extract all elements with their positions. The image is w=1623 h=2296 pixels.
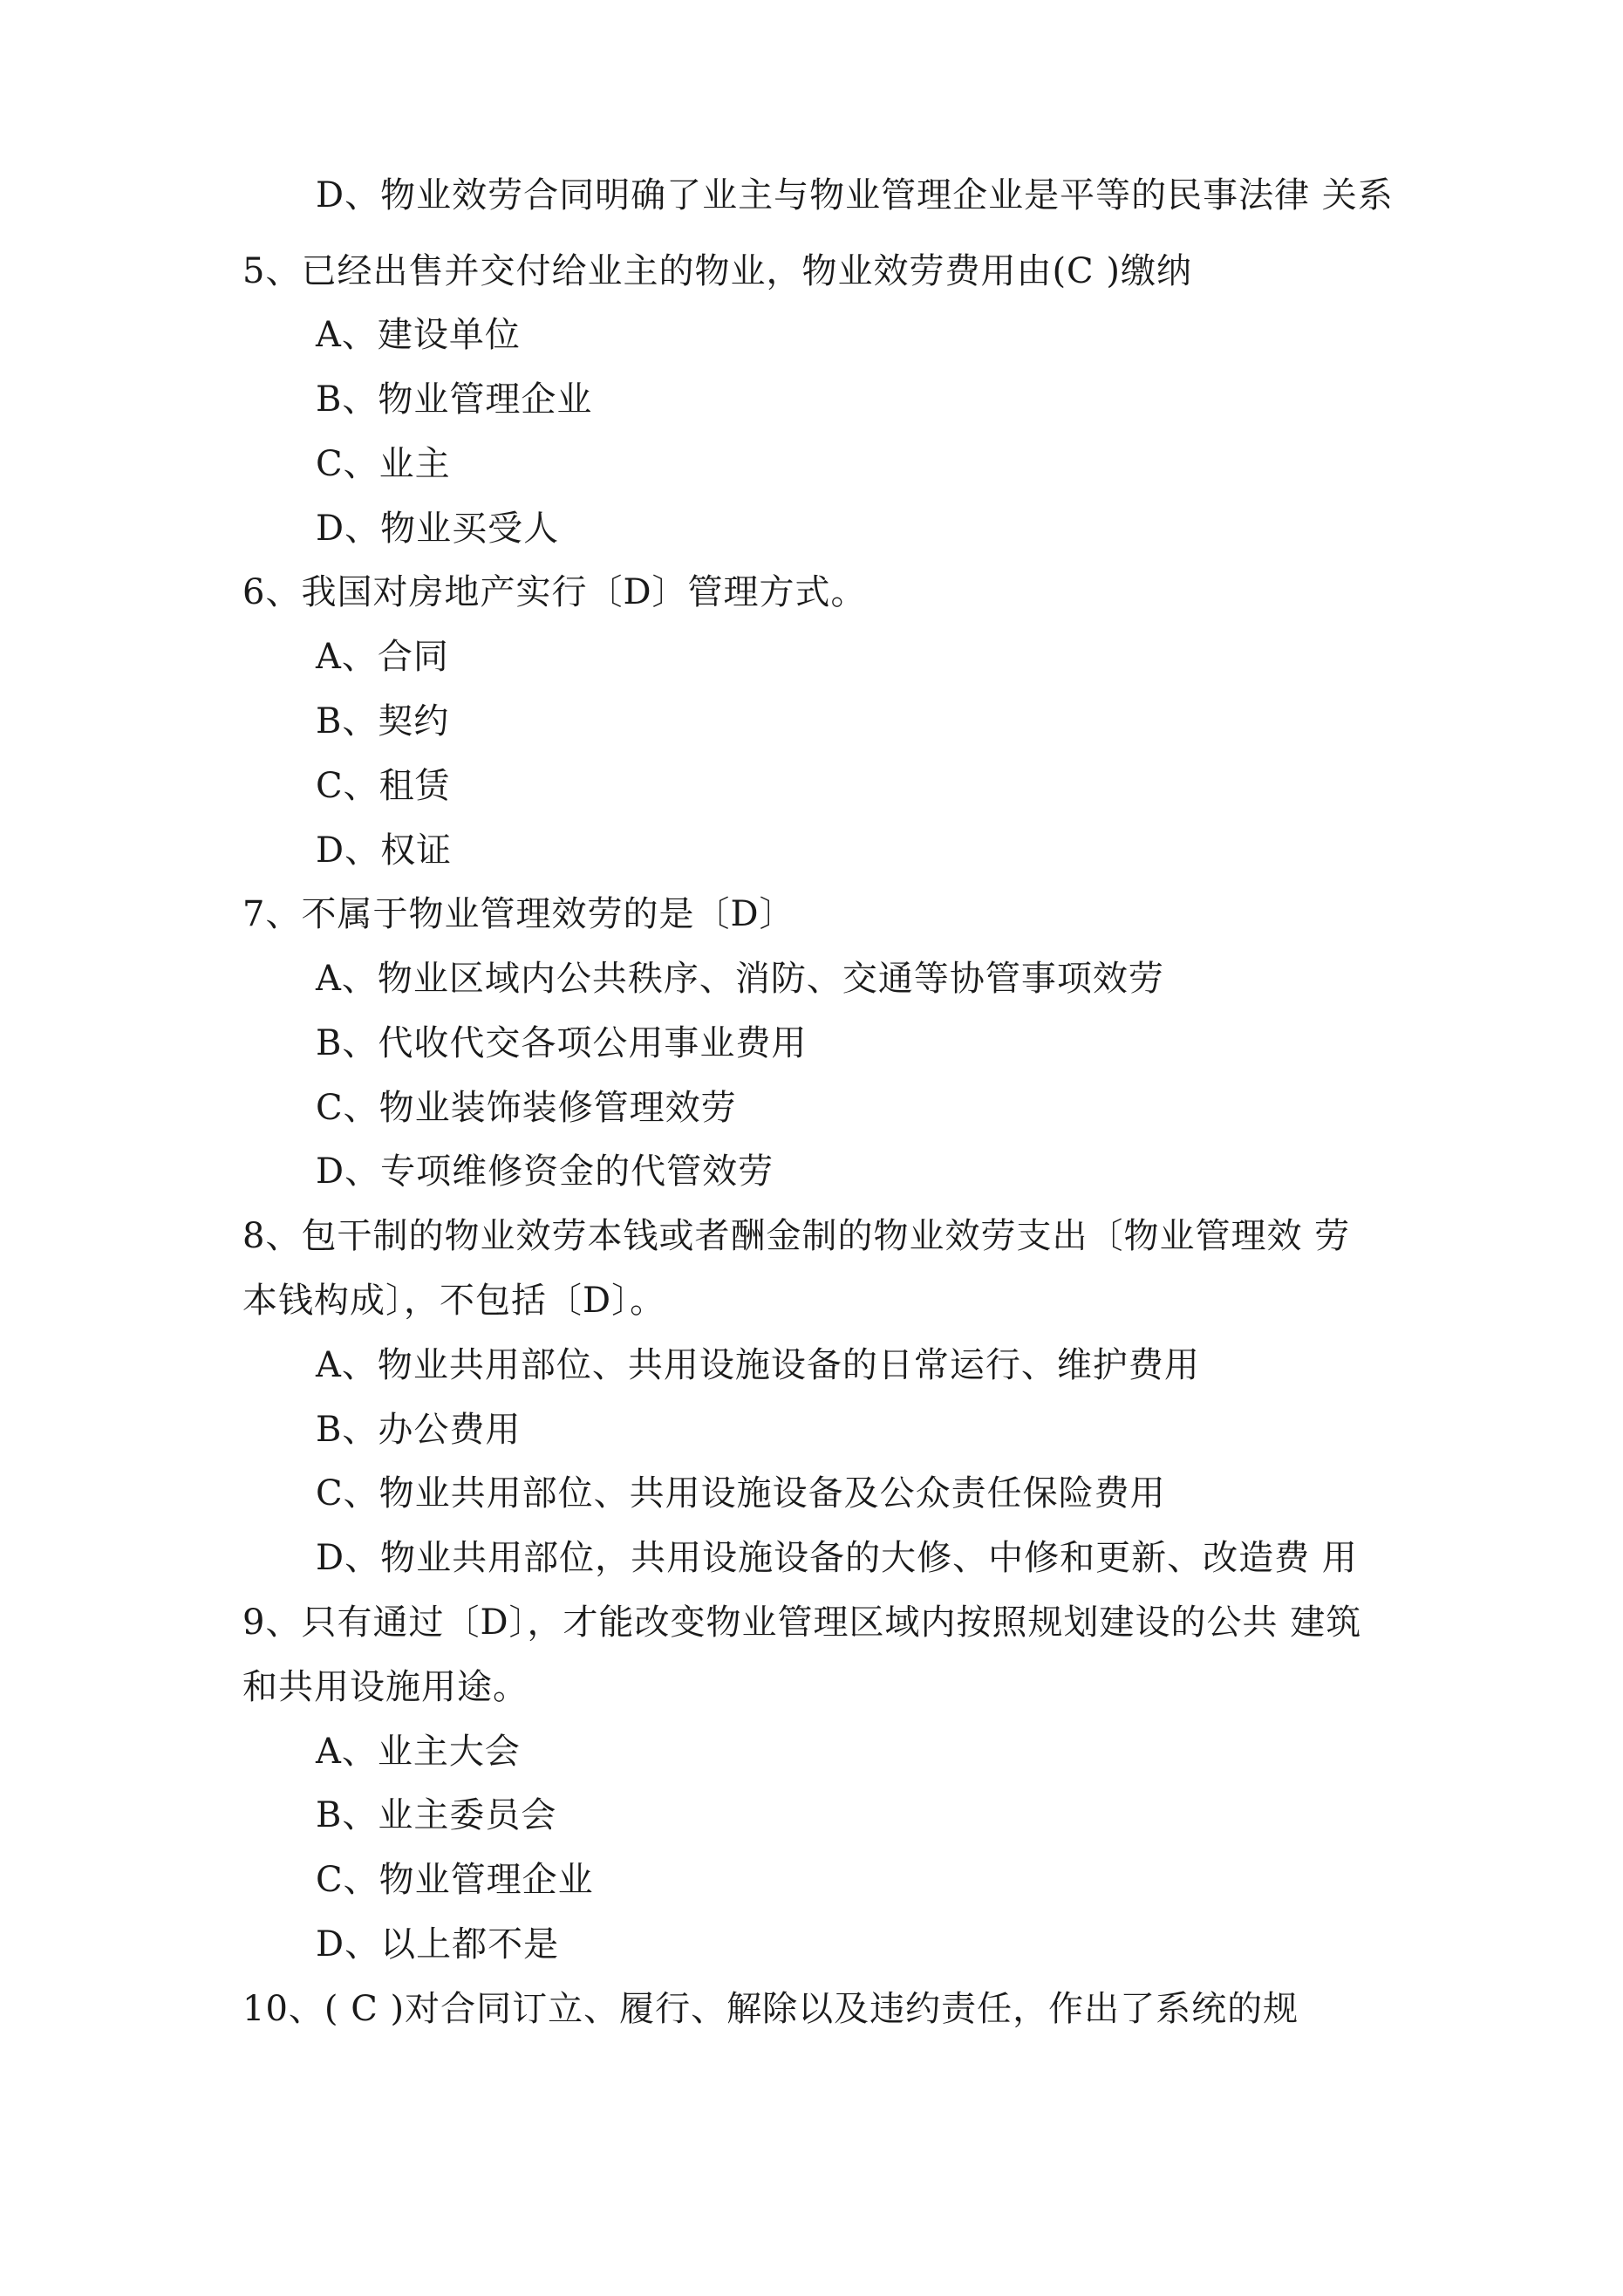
question-7-stem: 7、不属于物业管理效劳的是〔D〕 — [242, 894, 795, 934]
option-line: A、业主大会 — [316, 1732, 521, 1772]
option-line: D、物业共用部位，共用设施设备的大修、中修和更新、改造费 用 — [316, 1538, 1358, 1578]
option-line: C、业主 — [316, 444, 451, 484]
option-line: B、业主委员会 — [316, 1795, 557, 1835]
option-line: C、物业管理企业 — [316, 1860, 594, 1900]
question-8-stem-cont: 本钱构成〕，不包括〔D〕。 — [242, 1281, 666, 1321]
question-9-stem: 9、只有通过〔D〕，才能改变物业管理区域内按照规划建设的公共 建筑 — [242, 1602, 1362, 1643]
option-line: D、物业买受人 — [316, 509, 560, 549]
question-10-stem: 10、( C )对合同订立、履行、解除以及违约责任，作出了系统的规 — [242, 1989, 1299, 2029]
option-line: A、物业共用部位、共用设施设备的日常运行、维护费用 — [316, 1345, 1200, 1385]
option-line: B、办公费用 — [316, 1410, 522, 1450]
option-line: A、建设单位 — [316, 315, 521, 355]
option-line: B、契约 — [316, 701, 450, 741]
option-line: B、代收代交各项公用事业费用 — [316, 1023, 808, 1063]
question-6-stem: 6、我国对房地产实行〔D〕管理方式。 — [242, 572, 867, 612]
option-line: C、物业装饰装修管理效劳 — [316, 1088, 737, 1128]
option-line: A、合同 — [316, 637, 449, 677]
question-8-stem: 8、包干制的物业效劳本钱或者酬金制的物业效劳支出〔物业管理效 劳 — [242, 1216, 1351, 1256]
option-line: C、物业共用部位、共用设施设备及公众责任保险费用 — [316, 1473, 1166, 1514]
option-line: D、以上都不是 — [316, 1924, 560, 1965]
option-line: D、物业效劳合同明确了业主与物业管理企业是平等的民事法律 关系 — [316, 175, 1394, 215]
option-line: D、专项维修资金的代管效劳 — [316, 1151, 774, 1192]
question-5-stem: 5、已经出售并交付给业主的物业，物业效劳费用由(C )缴纳 — [242, 251, 1192, 291]
option-line: D、权证 — [316, 830, 453, 871]
option-line: B、物业管理企业 — [316, 379, 593, 420]
option-line: A、物业区域内公共秩序、消防、交通等协管事项效劳 — [316, 959, 1164, 999]
option-line: C、租赁 — [316, 766, 451, 806]
question-9-stem-cont: 和共用设施用途。 — [242, 1667, 528, 1707]
